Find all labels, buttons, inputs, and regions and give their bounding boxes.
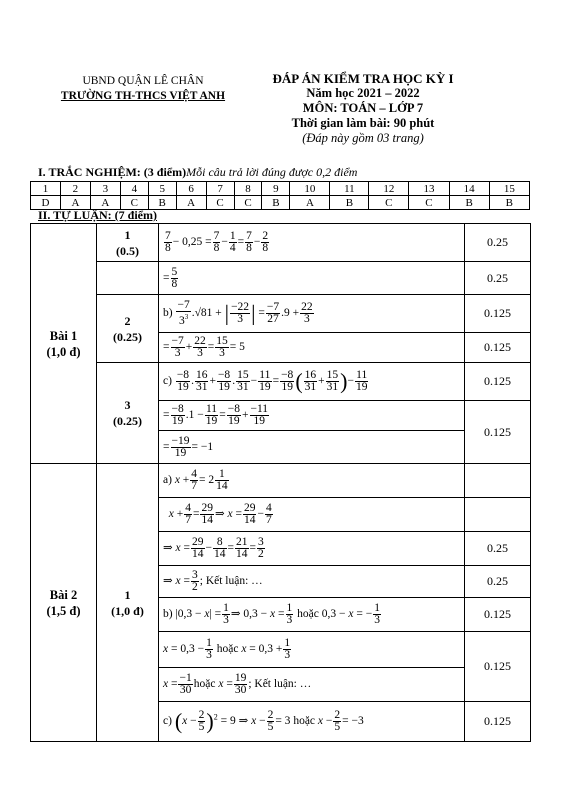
bai-2-points: (1,5 đ) xyxy=(46,603,81,618)
math-expression: a) x + $\frac{4}{7}$ = 2 $\frac{1}{14}$ xyxy=(159,464,465,498)
score-cell: 0.125 xyxy=(465,333,531,363)
answer: D xyxy=(31,196,61,210)
answer: A xyxy=(290,196,330,210)
question-number: 1 xyxy=(124,227,131,242)
section-2-heading xyxy=(38,208,157,223)
school-name: TRƯỜNG TH-THCS VIỆT ANH xyxy=(60,90,226,102)
question-points: (0.25) xyxy=(113,414,142,428)
bai-1-cell xyxy=(31,224,97,464)
math-expression: $\frac{7}{8}$ − 0,25 = $\frac{7}{8}$ − $\frac{1}{4}$ = $\frac{7}{8}$ − $\frac{2}{8}$ xyxy=(159,224,465,262)
section-1-label: I. TRẮC NGHIỆM: (3 điểm) xyxy=(38,165,187,179)
question-number: 1 xyxy=(124,587,131,602)
math-expression: = $\frac{5}{8}$ xyxy=(159,262,465,295)
part-label: c) xyxy=(163,715,172,728)
section-1-note: Mỗi câu trả lời đúng được 0,2 điểm xyxy=(186,165,358,179)
question-number: 2 xyxy=(124,313,131,328)
answer: C xyxy=(369,196,409,210)
table-row xyxy=(31,295,531,333)
math-expression: b) $\frac{-7}{3^3}$ .√81 + | $\frac{-22}{3}$ | = $\frac{-7}{27}$ .9 + $\frac{22}{3}$ xyxy=(159,295,465,333)
or-text: hoặc xyxy=(297,608,319,621)
conclusion-text: ; Kết luận: … xyxy=(199,575,263,588)
answer: A xyxy=(60,196,90,210)
page-count: (Đáp này gồm 03 trang) xyxy=(302,131,424,145)
part-label: b) xyxy=(163,608,173,621)
answer: C xyxy=(206,196,234,210)
essay-answer-table xyxy=(30,223,531,742)
question-number: 3 xyxy=(124,398,131,412)
score-cell: 0.125 xyxy=(465,702,531,742)
qnum: 1 xyxy=(31,182,61,196)
table-row xyxy=(31,224,531,262)
answer: B xyxy=(489,196,529,210)
table-row xyxy=(31,464,531,498)
bai-1-points: (1,0 đ) xyxy=(46,344,81,359)
score-cell: 0.25 xyxy=(465,566,531,598)
math-expression: x + $\frac{4}{7}$ = $\frac{29}{14}$ ⇒ x = $\frac{29}{14}$ − $\frac{4}{7}$ xyxy=(159,498,465,532)
section-1-heading xyxy=(38,165,357,180)
score-cell: 0.125 xyxy=(465,598,531,632)
empty-cell xyxy=(465,498,531,532)
question-points: (0.25) xyxy=(113,329,142,344)
exam-title: ĐÁP ÁN KIỂM TRA HỌC KỲ I xyxy=(272,71,454,86)
subject: MÔN: TOÁN – LỚP 7 xyxy=(302,101,424,115)
answer: B xyxy=(262,196,290,210)
qnum: 3 xyxy=(90,182,120,196)
school-year: Năm học 2021 – 2022 xyxy=(306,86,420,100)
qnum: 15 xyxy=(489,182,529,196)
empty-cell xyxy=(465,464,531,498)
qnum: 2 xyxy=(60,182,90,196)
qnum: 12 xyxy=(369,182,409,196)
bai-1-name: Bài 1 xyxy=(49,328,78,343)
empty-cell xyxy=(97,262,159,295)
qnum: 11 xyxy=(330,182,369,196)
school-header xyxy=(58,74,228,104)
answer: B xyxy=(148,196,176,210)
math-expression: c) $\frac{-8}{19}$ . $\frac{16}{31}$ + $\frac{-8}{19}$ . $\frac{15}{31}$ − $\frac{11}{19}$ = $\frac{-8}{19}$ ( $\frac{16}{31}$ + $\frac{15}{31}$ )− $\frac{11}{19}$ xyxy=(159,363,465,401)
or-text: hoặc xyxy=(293,715,316,728)
part-label: a) xyxy=(163,474,172,487)
exam-time: Thời gian làm bài: 90 phút xyxy=(291,116,435,130)
question-3-cell xyxy=(97,363,159,464)
math-expression: = $\frac{-7}{3}$ + $\frac{22}{3}$ = $\frac{15}{3}$ = 5 xyxy=(159,333,465,363)
answer: C xyxy=(120,196,148,210)
answer: A xyxy=(90,196,120,210)
qnum: 8 xyxy=(234,182,262,196)
math-expression: b) |0,3 − x| = $\frac{1}{3}$ ⇒ 0,3 − x = $\frac{1}{3}$ hoặc 0,3 − x = − $\frac{1}{3}$ xyxy=(159,598,465,632)
answer: C xyxy=(234,196,262,210)
answer: C xyxy=(409,196,449,210)
score-cell: 0.25 xyxy=(465,532,531,566)
or-text: hoặc xyxy=(216,643,239,656)
score-cell: 0.125 xyxy=(465,401,531,464)
part-label: b) xyxy=(163,307,173,320)
qnum: 5 xyxy=(148,182,176,196)
bai-2-name: Bài 2 xyxy=(49,587,78,602)
bai-2-cell xyxy=(31,464,97,742)
qnum: 6 xyxy=(176,182,206,196)
exam-header xyxy=(258,71,468,146)
or-text: hoặc xyxy=(193,678,216,691)
answer: A xyxy=(176,196,206,210)
conclusion-text: Kết luận: … xyxy=(254,678,312,691)
qnum: 10 xyxy=(290,182,330,196)
score-cell: 0.25 xyxy=(465,224,531,262)
question-number-row xyxy=(31,182,530,196)
table-row xyxy=(31,363,531,401)
question-1-cell xyxy=(97,464,159,742)
qnum: 7 xyxy=(206,182,234,196)
score-cell: 0.125 xyxy=(465,632,531,702)
math-expression: c) (x − $\frac{2}{5}$ )$^2$ = 9 ⇒ x − $\frac{2}{5}$ = 3 hoặc x − $\frac{2}{5}$ = −3 xyxy=(159,702,465,742)
score-cell: 0.125 xyxy=(465,295,531,333)
math-expression: ⇒ x = $\frac{3}{2}$ ; Kết luận: … xyxy=(159,566,465,598)
score-cell: 0.125 xyxy=(465,363,531,401)
qnum: 9 xyxy=(262,182,290,196)
multiple-choice-table xyxy=(30,181,530,210)
qnum: 14 xyxy=(449,182,489,196)
question-points: (0.5) xyxy=(116,243,139,258)
math-expression: = $\frac{-19}{19}$ = −1 xyxy=(159,431,465,464)
question-points: (1,0 đ) xyxy=(111,603,144,618)
math-expression: x = 0,3 − $\frac{1}{3}$ hoặc x = 0,3 + $\frac{1}{3}$ xyxy=(159,632,465,668)
answer: B xyxy=(449,196,489,210)
answer: B xyxy=(330,196,369,210)
qnum: 4 xyxy=(120,182,148,196)
district-name: UBND QUẬN LÊ CHÂN xyxy=(82,75,204,87)
score-cell: 0.25 xyxy=(465,262,531,295)
math-expression: x = $\frac{-1}{30}$ hoặc x = $\frac{19}{30}$ ; Kết luận: … xyxy=(159,668,465,702)
math-expression: = $\frac{-8}{19}$ .1 − $\frac{11}{19}$ = $\frac{-8}{19}$ + $\frac{-11}{19}$ xyxy=(159,401,465,431)
part-label: c) xyxy=(163,375,172,388)
section-2-label: II. TỰ LUẬN: (7 điểm) xyxy=(38,208,157,222)
question-1-cell xyxy=(97,224,159,262)
question-2-cell xyxy=(97,295,159,363)
math-expression: ⇒ x = $\frac{29}{14}$ − $\frac{8}{14}$ = $\frac{21}{14}$ = $\frac{3}{2}$ xyxy=(159,532,465,566)
qnum: 13 xyxy=(409,182,449,196)
table-row xyxy=(31,262,531,295)
